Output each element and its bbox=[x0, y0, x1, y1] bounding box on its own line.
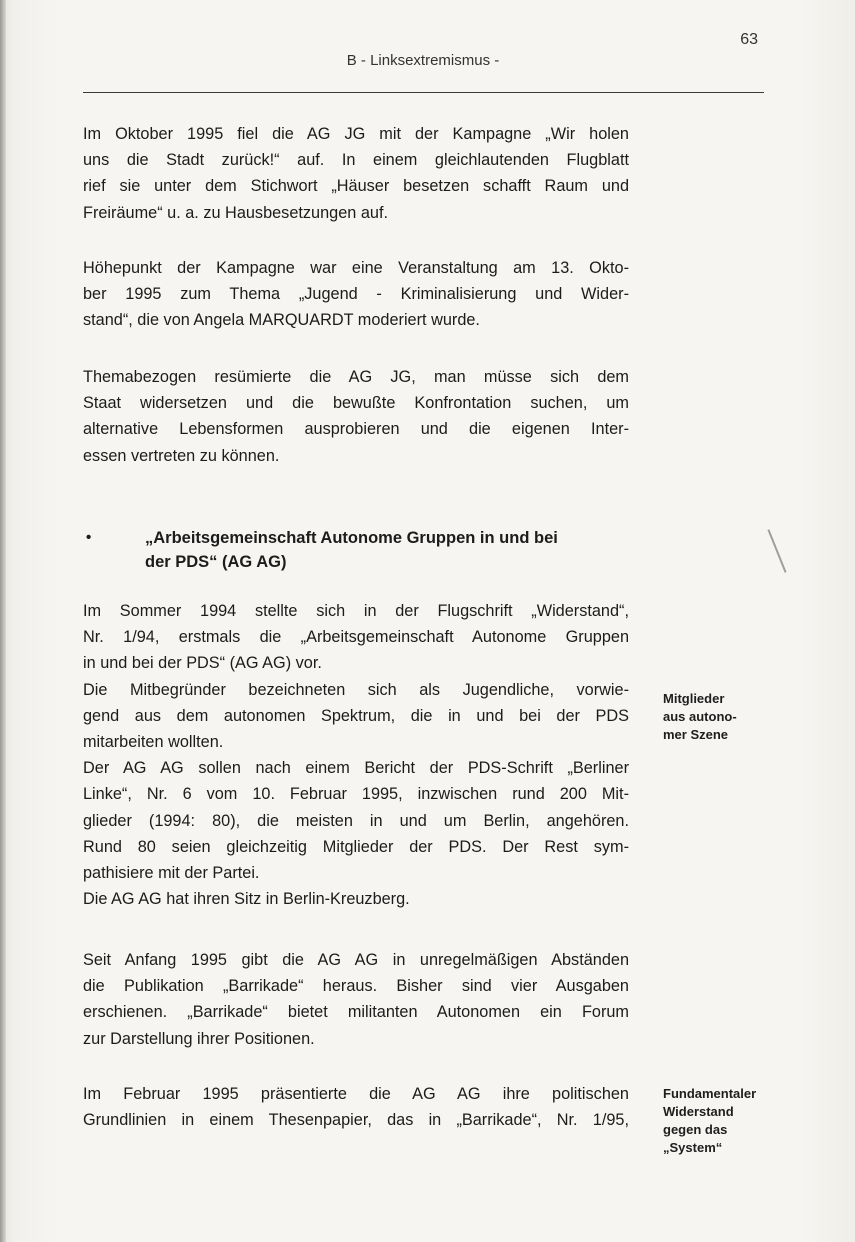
text-line: Rund 80 seien gleichzeitig Mitglieder der PDS. Der Rest sym- bbox=[83, 837, 629, 856]
margin-note-line: mer Szene bbox=[663, 727, 729, 742]
text-line: stand“, die von Angela MARQUARDT moderiert wurde. bbox=[83, 311, 480, 330]
heading-line: der PDS“ (AG AG) bbox=[145, 553, 287, 571]
text-line: erschienen. „Barrikade“ bietet militanten Autonomen ein Forum bbox=[83, 1003, 629, 1022]
text-line: Seit Anfang 1995 gibt die AG AG in unregelmäßigen Abständen bbox=[83, 951, 629, 969]
text-line: Grundlinien in einem Thesenpapier, das in „Barrikade“, Nr. 1/95, bbox=[83, 1111, 629, 1130]
text-line: glieder (1994: 80), die meisten in und um Berlin, angehören. bbox=[83, 811, 629, 830]
bullet-marker: • bbox=[86, 529, 92, 546]
text-line: die Publikation „Barrikade“ heraus. Bisher sind vier Ausgaben bbox=[83, 977, 629, 996]
text-line: Staat widersetzen und die bewußte Konfrontation suchen, um bbox=[83, 394, 629, 413]
text-line: Linke“, Nr. 6 vom 10. Februar 1995, inzwischen rund 200 Mit- bbox=[83, 785, 629, 804]
text-line: uns die Stadt zurück!“ auf. In einem gleichlautenden Flugblatt bbox=[83, 151, 629, 170]
text-line: essen vertreten zu können. bbox=[83, 446, 280, 465]
text-line: in und bei der PDS“ (AG AG) vor. bbox=[83, 654, 322, 673]
text-line: alternative Lebensformen ausprobieren und die eigenen Inter- bbox=[83, 420, 629, 439]
running-header: B - Linksextremismus - bbox=[346, 52, 500, 69]
page-number: 63 bbox=[740, 31, 758, 48]
paragraph-barrikade bbox=[83, 947, 629, 1052]
text-line: Höhepunkt der Kampagne war eine Veranstaltung am 13. Okto- bbox=[83, 259, 629, 277]
text-line: zur Darstellung ihrer Positionen. bbox=[83, 1029, 315, 1048]
paragraph-campaign bbox=[83, 121, 629, 226]
text-line: Im Sommer 1994 stellte sich in der Flugschrift „Widerstand“, bbox=[83, 602, 629, 620]
margin-note-line: Mitglieder bbox=[663, 691, 725, 706]
margin-note-resistance bbox=[663, 1085, 798, 1157]
text-line: Freiräume“ u. a. zu Hausbesetzungen auf. bbox=[83, 203, 388, 222]
text-line: gend aus dem autonomen Spektrum, die in und bei der PDS bbox=[83, 706, 629, 725]
text-line: ber 1995 zum Thema „Jugend - Kriminalisierung und Wider- bbox=[83, 285, 629, 304]
margin-note-line: Fundamentaler bbox=[663, 1086, 757, 1101]
margin-note-line: „System“ bbox=[663, 1140, 723, 1155]
heading-line: „Arbeitsgemeinschaft Autonome Gruppen in und bei bbox=[145, 529, 558, 547]
text-line: Die AG AG hat ihren Sitz in Berlin-Kreuzberg. bbox=[83, 890, 410, 909]
header-rule bbox=[83, 92, 764, 93]
text-line: Im Oktober 1995 fiel die AG JG mit der Kampagne „Wir holen bbox=[83, 125, 629, 143]
paragraph-ag-ag-intro bbox=[83, 598, 629, 912]
text-line: pathisiere mit der Partei. bbox=[83, 864, 260, 883]
section-heading bbox=[145, 526, 635, 574]
margin-note-line: gegen das bbox=[663, 1122, 728, 1137]
paragraph-thesis-paper bbox=[83, 1081, 629, 1133]
text-line: Der AG AG sollen nach einem Bericht der PDS-Schrift „Berliner bbox=[83, 759, 629, 778]
text-line: rief sie unter dem Stichwort „Häuser besetzen schafft Raum und bbox=[83, 177, 629, 196]
text-line: mitarbeiten wollten. bbox=[83, 733, 224, 752]
text-line: Nr. 1/94, erstmals die „Arbeitsgemeinschaft Autonome Gruppen bbox=[83, 628, 629, 647]
paragraph-summary bbox=[83, 364, 629, 469]
page-binding-edge bbox=[0, 0, 6, 1242]
text-line: Im Februar 1995 präsentierte die AG AG ihre politischen bbox=[83, 1085, 629, 1103]
margin-note-members bbox=[663, 690, 798, 744]
margin-scratch-mark bbox=[767, 529, 786, 572]
text-line: Die Mitbegründer bezeichneten sich als Jugendliche, vorwie- bbox=[83, 680, 629, 699]
paragraph-highlight-event bbox=[83, 255, 629, 334]
margin-note-line: Widerstand bbox=[663, 1104, 734, 1119]
margin-note-line: aus autono- bbox=[663, 709, 737, 724]
text-line: Themabezogen resümierte die AG JG, man müsse sich dem bbox=[83, 368, 629, 386]
